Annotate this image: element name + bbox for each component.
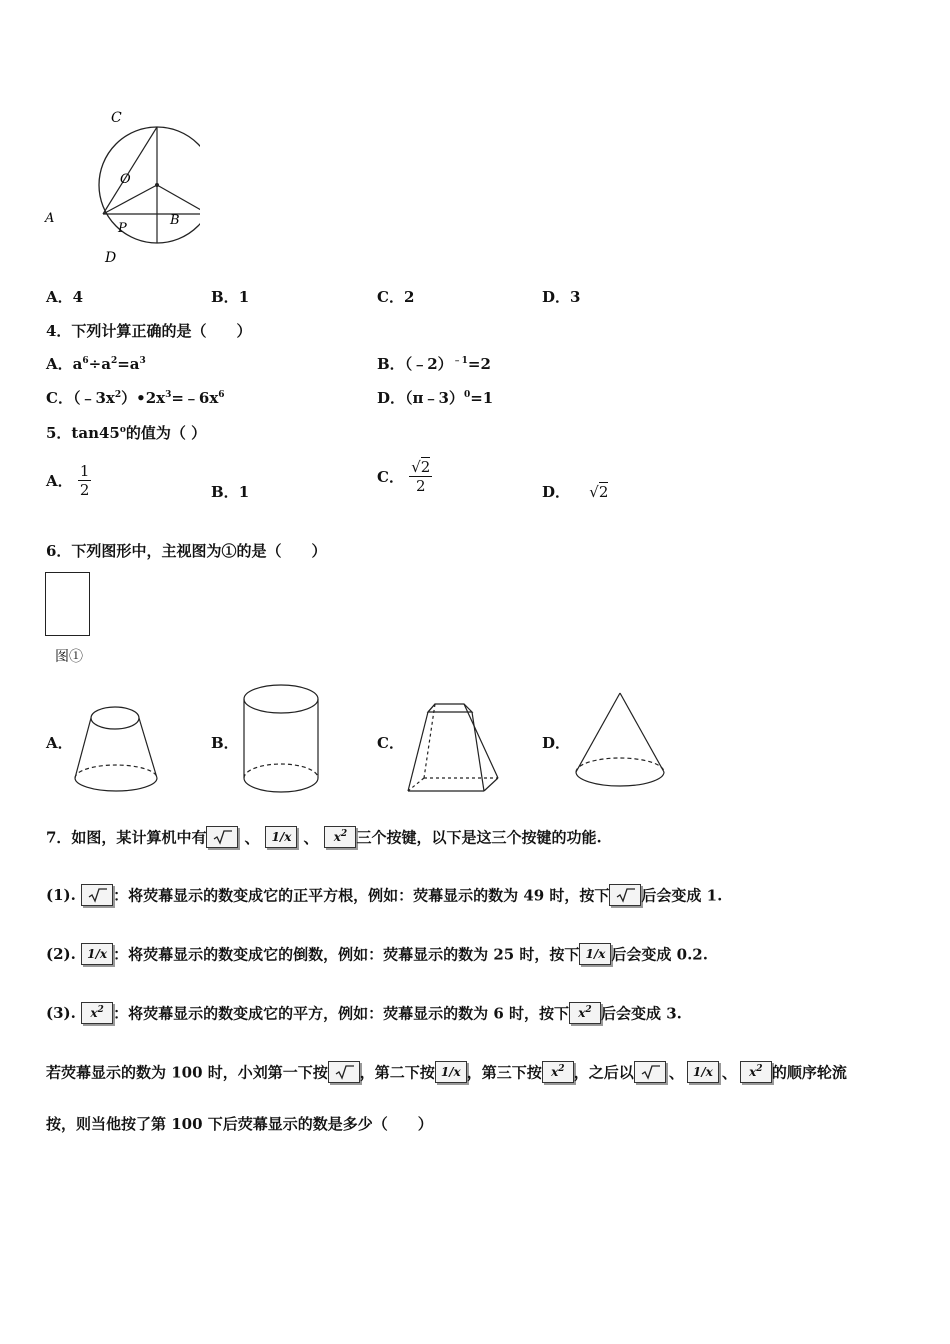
q6-option-a[interactable]: A． [46, 734, 73, 752]
q3-option-a[interactable] [46, 286, 83, 307]
option-letter: A． [46, 355, 73, 373]
math-part: =1 [470, 389, 494, 407]
label-p: P [118, 221, 127, 236]
square-key-icon [81, 1002, 113, 1024]
q4-stem: 4．下列计算正确的是（ ） [46, 322, 252, 340]
radicand: 2 [598, 483, 609, 501]
separator: 、 [244, 828, 260, 847]
option-letter: D． [542, 288, 571, 306]
radius-ob [157, 185, 200, 214]
stem-text: 5．tan45 [46, 424, 120, 442]
sqrt-key-icon [328, 1061, 360, 1083]
center-point [155, 183, 159, 187]
frustum-prism-figure [402, 700, 502, 796]
q3-option-b[interactable] [211, 286, 249, 307]
sqrt-key-icon [634, 1061, 666, 1083]
option-letter: C． [377, 468, 404, 486]
math-part: ÷a [88, 355, 111, 373]
key-base: x [333, 830, 341, 844]
item-text: ：将荧幕显示的数变成它的平方，例如：荧幕显示的数为 6 时，按下 [113, 1004, 569, 1023]
square-key-icon [324, 826, 356, 848]
reciprocal-key-icon: 1/x [687, 1061, 719, 1083]
reciprocal-key-icon: 1/x [579, 943, 611, 965]
math-exp: 0 [463, 390, 471, 400]
view-rectangle [45, 572, 90, 636]
option-letter: D． [377, 389, 406, 407]
math-part: ）•2x [121, 389, 166, 407]
q6-option-d[interactable]: D． [542, 734, 571, 752]
key-exp: 2 [585, 1005, 592, 1015]
key-base: x [578, 1006, 586, 1020]
sqrt-key-icon [206, 826, 238, 848]
sqrt-symbol: √ [589, 483, 599, 501]
option-letter: B． [377, 355, 405, 373]
fraction [409, 458, 432, 495]
label-c: C [111, 110, 122, 126]
item-number: (3). [46, 1004, 76, 1022]
fraction-numerator [409, 458, 432, 477]
stem-text: 的值为（ ） [125, 424, 207, 442]
q4-option-d[interactable] [377, 387, 493, 408]
square-key-icon [569, 1002, 601, 1024]
key-base: x [749, 1065, 757, 1079]
key-exp: 2 [340, 829, 348, 839]
final-text: ，之后以 [573, 1063, 634, 1082]
option-value: 4 [72, 288, 84, 306]
option-letter: B． [211, 288, 239, 306]
option-value: 2 [403, 288, 415, 306]
option-letter: B． [211, 483, 239, 501]
label-b: B [170, 213, 180, 228]
q6-option-c[interactable]: C． [377, 734, 404, 752]
frustum-cone-figure [70, 700, 166, 800]
key-exp: 2 [756, 1064, 763, 1074]
q4-option-a[interactable] [46, 353, 146, 374]
q4-option-b[interactable] [377, 353, 491, 374]
fraction-numerator: 1 [79, 462, 90, 480]
q5-option-b[interactable] [211, 481, 249, 502]
item-text: 后会变成 1. [641, 886, 723, 905]
square-key-icon [542, 1061, 574, 1083]
math-part: =2 [467, 355, 491, 373]
item-text: ：将荧幕显示的数变成它的正平方根，例如：荧幕显示的数为 49 时，按下 [113, 886, 610, 905]
option-value: 1 [238, 483, 250, 501]
q4-option-c[interactable] [46, 387, 225, 408]
math-part: =﹣6x [171, 389, 219, 407]
final-text: 若荧幕显示的数为 100 时，小刘第一下按 [46, 1063, 328, 1082]
q7-final-line-2: 按，则当他按了第 100 下后荧幕显示的数是多少（ ） [46, 1115, 433, 1133]
chord-ac [103, 127, 157, 214]
q7-intro [46, 826, 602, 848]
q7-item-3 [46, 1002, 682, 1024]
circle-figure [40, 100, 200, 270]
option-value: 3 [570, 288, 581, 306]
math-exp: 3 [165, 390, 172, 400]
option-letter: A． [46, 288, 73, 306]
math-part: =a [117, 355, 140, 373]
q7-item-2 [46, 943, 708, 965]
q7-final-line-1 [46, 1061, 847, 1083]
sqrt-symbol: √ [411, 458, 421, 476]
math-exp: 6 [82, 356, 89, 366]
option-letter: C． [377, 288, 404, 306]
reciprocal-key-icon: 1/x [435, 1061, 467, 1083]
item-text: ：将荧幕显示的数变成它的倒数，例如：荧幕显示的数为 25 时，按下 [113, 945, 580, 964]
item-text: 后会变成 3. [600, 1004, 682, 1023]
figure-label: 图① [55, 649, 83, 665]
item-text: 后会变成 0.2. [611, 945, 708, 964]
fraction [78, 462, 92, 499]
fraction-denominator: 2 [79, 481, 90, 499]
q7-item-1 [46, 884, 722, 906]
key-base: x [90, 1006, 98, 1020]
final-text: ，第三下按 [466, 1063, 542, 1082]
degree-mark: o [119, 425, 126, 435]
fraction-denominator: 2 [415, 477, 426, 495]
math-exp: 3 [139, 356, 146, 366]
radicand: 2 [420, 458, 431, 476]
math-exp: ﹣1 [452, 356, 468, 366]
separator: 、 [721, 1063, 737, 1082]
q7-text: 三个按键，以下是这三个按键的功能. [356, 828, 602, 847]
radius-oa [103, 185, 157, 214]
q5-option-d[interactable] [542, 481, 608, 502]
math-exp: 2 [110, 356, 118, 366]
key-exp: 2 [558, 1064, 565, 1074]
q6-stem: 6．下列图形中，主视图为①的是（ ） [46, 542, 327, 560]
square-key-icon [740, 1061, 772, 1083]
q6-option-b[interactable]: B． [211, 734, 239, 752]
reciprocal-key-icon: 1/x [265, 826, 297, 848]
reciprocal-key-icon: 1/x [81, 943, 113, 965]
sqrt-key-icon [81, 884, 113, 906]
label-o: O [120, 172, 131, 187]
option-letter: D． [542, 483, 571, 501]
item-number: (2). [46, 945, 76, 963]
final-text: ，第二下按 [359, 1063, 435, 1082]
q5-option-a[interactable] [46, 462, 91, 499]
label-a: A [45, 211, 55, 226]
math-part: a [72, 355, 83, 373]
cylinder-figure [240, 682, 326, 796]
cone-figure [570, 690, 670, 796]
label-d: D [105, 250, 117, 266]
math-part: （﹣2） [404, 355, 453, 373]
key-base: x [551, 1065, 559, 1079]
q3-option-c[interactable] [377, 286, 414, 307]
circle-outline [99, 127, 200, 243]
item-number: (1). [46, 886, 76, 904]
separator: 、 [303, 828, 319, 847]
q5-stem [46, 422, 206, 443]
math-exp: 2 [114, 390, 122, 400]
math-part: （﹣3x [72, 389, 115, 407]
q5-option-c[interactable] [377, 458, 432, 495]
q7-text: 7．如图，某计算机中有 [46, 828, 207, 847]
q3-option-d[interactable] [542, 286, 580, 307]
option-value: 1 [238, 288, 250, 306]
sqrt-key-icon [609, 884, 641, 906]
option-letter: A． [46, 472, 73, 490]
math-part: （π﹣3） [405, 389, 464, 407]
final-text: 的顺序轮流 [771, 1063, 847, 1082]
option-letter: C． [46, 389, 73, 407]
math-exp: 6 [218, 390, 225, 400]
key-exp: 2 [97, 1005, 104, 1015]
separator: 、 [668, 1063, 684, 1082]
